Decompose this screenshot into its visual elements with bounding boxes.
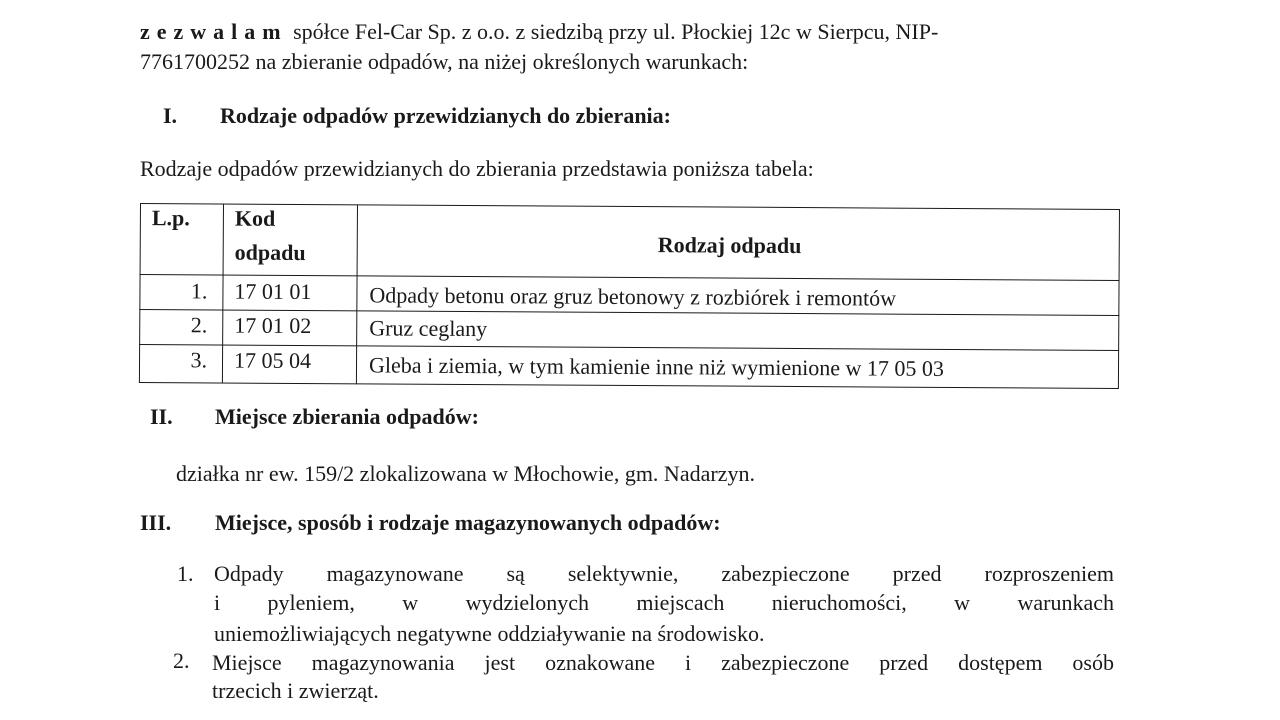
list-item-1-line-2: i pyleniem, w wydzielonych miejscach nieruchomości, w warunkach	[214, 590, 1114, 615]
section-2-title: Miejsce zbierania odpadów:	[215, 404, 479, 429]
intro-line-1-text: spółce Fel-Car Sp. z o.o. z siedzibą przy ul. Płockiej 12c w Sierpcu, NIP-	[287, 19, 939, 44]
section-2-number: II.	[150, 404, 173, 429]
row-2-rodzaj: Gruz ceglany	[369, 315, 488, 342]
row-1-rodzaj: Odpady betonu oraz gruz betonowy z rozbiórek i remontów	[369, 282, 897, 311]
section-3-title: Miejsce, sposób i rodzaje magazynowanych odpadów:	[215, 510, 721, 535]
section-2-heading	[150, 404, 479, 430]
section-1-number: I.	[163, 103, 178, 128]
intro-line-2: 7761700252 na zbieranie odpadów, na niżej określonych warunkach:	[140, 49, 749, 74]
header-kod-line-2: odpadu	[234, 239, 306, 266]
list-item-2-line-2: trzecich i zwierząt.	[212, 678, 379, 703]
list-item-2-number: 2.	[173, 648, 190, 673]
list-item-1-line-1: Odpady magazynowane są selektywnie, zabezpieczone przed rozproszeniem	[214, 561, 1114, 586]
intro-line-1	[140, 18, 938, 46]
list-item-1-line-3: uniemożliwiających negatywne oddziaływanie na środowisko.	[214, 621, 765, 646]
section-3-number: III.	[140, 510, 172, 535]
section-1-heading	[163, 103, 671, 129]
section-3-heading	[140, 510, 721, 536]
header-lp: L.p.	[151, 205, 190, 231]
list-item-1-number: 1.	[177, 561, 194, 586]
header-rodzaj: Rodzaj odpadu	[657, 232, 802, 259]
list-item-2-line-1: Miejsce magazynowania jest oznakowane i zabezpieczone przed dostępem osób	[212, 650, 1114, 675]
row-2-kod: 17 01 02	[234, 312, 312, 339]
row-3-kod: 17 05 04	[233, 347, 312, 374]
section-1-lead: Rodzaje odpadów przewidzianych do zbierania przedstawia poniższa tabela:	[140, 156, 814, 181]
intro-keyword: zezwalam	[140, 19, 288, 44]
row-3-rodzaj: Gleba i ziemia, w tym kamienie inne niż wymienione w 17 05 03	[368, 352, 945, 381]
waste-table	[139, 203, 1120, 389]
row-3-lp: 3.	[190, 347, 208, 373]
row-2-lp: 2.	[190, 312, 208, 338]
section-1-title: Rodzaje odpadów przewidzianych do zbierania:	[220, 103, 671, 128]
row-1-lp: 1.	[190, 278, 208, 304]
header-kod-line-1: Kod	[234, 205, 276, 231]
section-2-text: działka nr ew. 159/2 zlokalizowana w Młochowie, gm. Nadarzyn.	[176, 461, 755, 486]
row-1-kod: 17 01 01	[234, 278, 312, 305]
